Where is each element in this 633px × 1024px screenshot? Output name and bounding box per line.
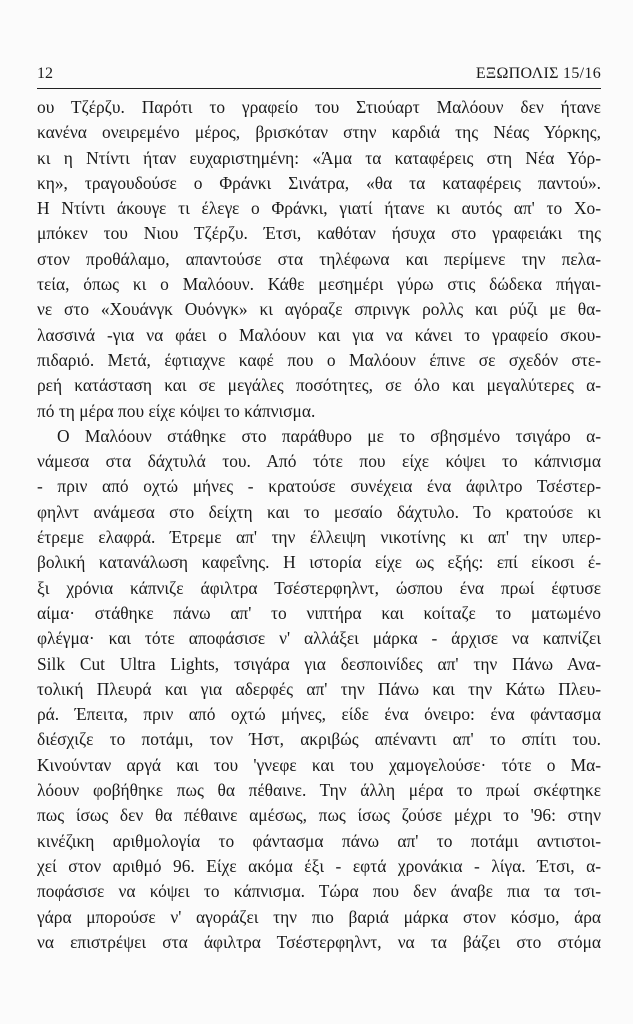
text-line: βολική κατανάλωση καφεΐνης. Η ιστορία είχε ως εξής: επί είκοσι έ- <box>37 552 601 573</box>
text-line: - πριν από οχτώ μήνες - κρατούσε συνέχεια ένα άφιλτρο Τσέστερ- <box>37 476 601 497</box>
text-line: στον προθάλαμο, απαντούσε στα τηλέφωνα και περίμενε την πελα- <box>37 248 601 269</box>
text-line: Η Ντίντι άκουγε τι έλεγε ο Φράνκι, γιατί ήτανε κι αυτός απ' το Χο- <box>37 198 601 219</box>
body-text <box>37 95 601 955</box>
text-line: λόουν φοβήθηκε πως θα πέθαινε. Την άλλη μέρα το πρωί σκέφτηκε <box>37 780 601 801</box>
text-line: ρά. Έπειτα, πριν από οχτώ μήνες, είδε ένα όνειρο: ένα φάντασμα <box>37 704 601 725</box>
text-line: χεί στον αριθμό 96. Είχε ακόμα έξι - εφτά χρονάκια - λίγα. Έτσι, α- <box>37 855 601 876</box>
text-line: Ο Μαλόουν στάθηκε στο παράθυρο με το σβησμένο τσιγάρο α- <box>57 425 601 446</box>
page-header <box>37 62 601 89</box>
text-line: φλέγμα· και τότε αποφάσισε ν' αλλάξει μάρκα - άρχισε να καπνίζει <box>37 628 601 649</box>
text-line: πως ίσως δεν θα πέθαινε αμέσως, πως ίσως ζούσε μέχρι το '96: στην <box>37 805 601 826</box>
text-line: κινέζικη αριθμολογία το φάντασμα πάνω απ' το ποτάμι αντιστοι- <box>37 830 601 851</box>
text-line: Κινούνταν αργά και του 'γνεφε και του χαμογελούσε· τότε ο Μα- <box>37 754 601 775</box>
paragraph-2 <box>37 424 601 955</box>
text-line: κανένα ονειρεμένο μέρος, βρισκόταν στην καρδιά της Νέας Υόρκης, <box>37 122 601 143</box>
text-line: νάμεσα στα δάχτυλά του. Από τότε που είχε κόψει το κάπνισμα <box>37 451 601 472</box>
text-line: κι η Ντίντι ήταν ευχαριστημένη: «Άμα τα καταφέρεις στη Νέα Υόρ- <box>37 147 601 168</box>
text-line: μπόκεν του Νιου Τζέρζυ. Έτσι, καθόταν ήσυχα στο γραφειάκι της <box>37 223 601 244</box>
text-line: διέσχιζε το ποτάμι, τον Ήστ, ακριβώς απέναντι απ' το σπίτι του. <box>37 729 601 750</box>
text-line: γάρα μπορούσε ν' αγοράζει την πιο βαριά μάρκα στον κόσμο, άρα <box>37 906 601 927</box>
text-line: ου Τζέρζυ. Παρότι το γραφείο του Στιούαρτ Μαλόουν δεν ήτανε <box>37 97 601 117</box>
text-line: ρεή κατάσταση και σε μεγάλες ποσότητες, σε όλο και μεγαλύτερες α- <box>37 375 601 396</box>
text-line: ξι χρόνια κάπνιζε άφιλτρα Τσέστερφηλντ, ώσπου ένα πρωί έφτυσε <box>37 577 601 598</box>
text-line: τεία, όπως κι ο Μαλόουν. Κάθε μεσημέρι γύρω στις δώδεκα πήγαι- <box>37 274 601 295</box>
text-line: τολική Πλευρά και για αδερφές απ' την Πάνω και την Κάτω Πλευ- <box>37 678 601 699</box>
page-number: 12 <box>37 65 53 82</box>
text-line: να επιστρέψει στα άφιλτρα Τσέστερφηλντ, να τα βάζει στο στόμα <box>37 931 601 952</box>
text-line: πό τη μέρα που είχε κόψει το κάπνισμα. <box>37 400 316 421</box>
text-line: φηλντ ανάμεσα στο δείχτη και το μεσαίο δάχτυλο. Το κρατούσε κι <box>37 501 601 522</box>
text-line: αίμα· στάθηκε πάνω απ' το νιπτήρα και κοίταζε το ματωμένο <box>37 602 601 623</box>
text-line: έτρεμε ελαφρά. Έτρεμε απ' την έλλειψη νικοτίνης κι απ' την υπερ- <box>37 527 601 548</box>
journal-title: ΕΞΩΠΟΛΙΣ 15/16 <box>475 65 601 82</box>
text-line: νε στο «Χουάνγκ Ουόνγκ» κι αγόραζε σπρινγκ ρολλς και ρύζι με θα- <box>37 299 601 320</box>
paragraph-1 <box>37 95 601 424</box>
text-line: λασσινά -για να φάει ο Μαλόουν και για να κάνει το γραφείο σκου- <box>37 324 601 345</box>
text-line: πιδαριό. Μετά, έφτιαχνε καφέ που ο Μαλόουν έπινε σε σχεδόν στε- <box>37 349 601 370</box>
text-line: κη», τραγουδούσε ο Φράνκι Σινάτρα, «θα τα καταφέρεις παντού». <box>37 172 601 193</box>
text-line: Silk Cut Ultra Lights, τσιγάρα για δεσποινίδες απ' την Πάνω Ανα- <box>37 653 601 674</box>
text-line: ποφάσισε να κόψει το κάπνισμα. Τώρα που δεν άναβε πια τα τσι- <box>37 881 601 902</box>
